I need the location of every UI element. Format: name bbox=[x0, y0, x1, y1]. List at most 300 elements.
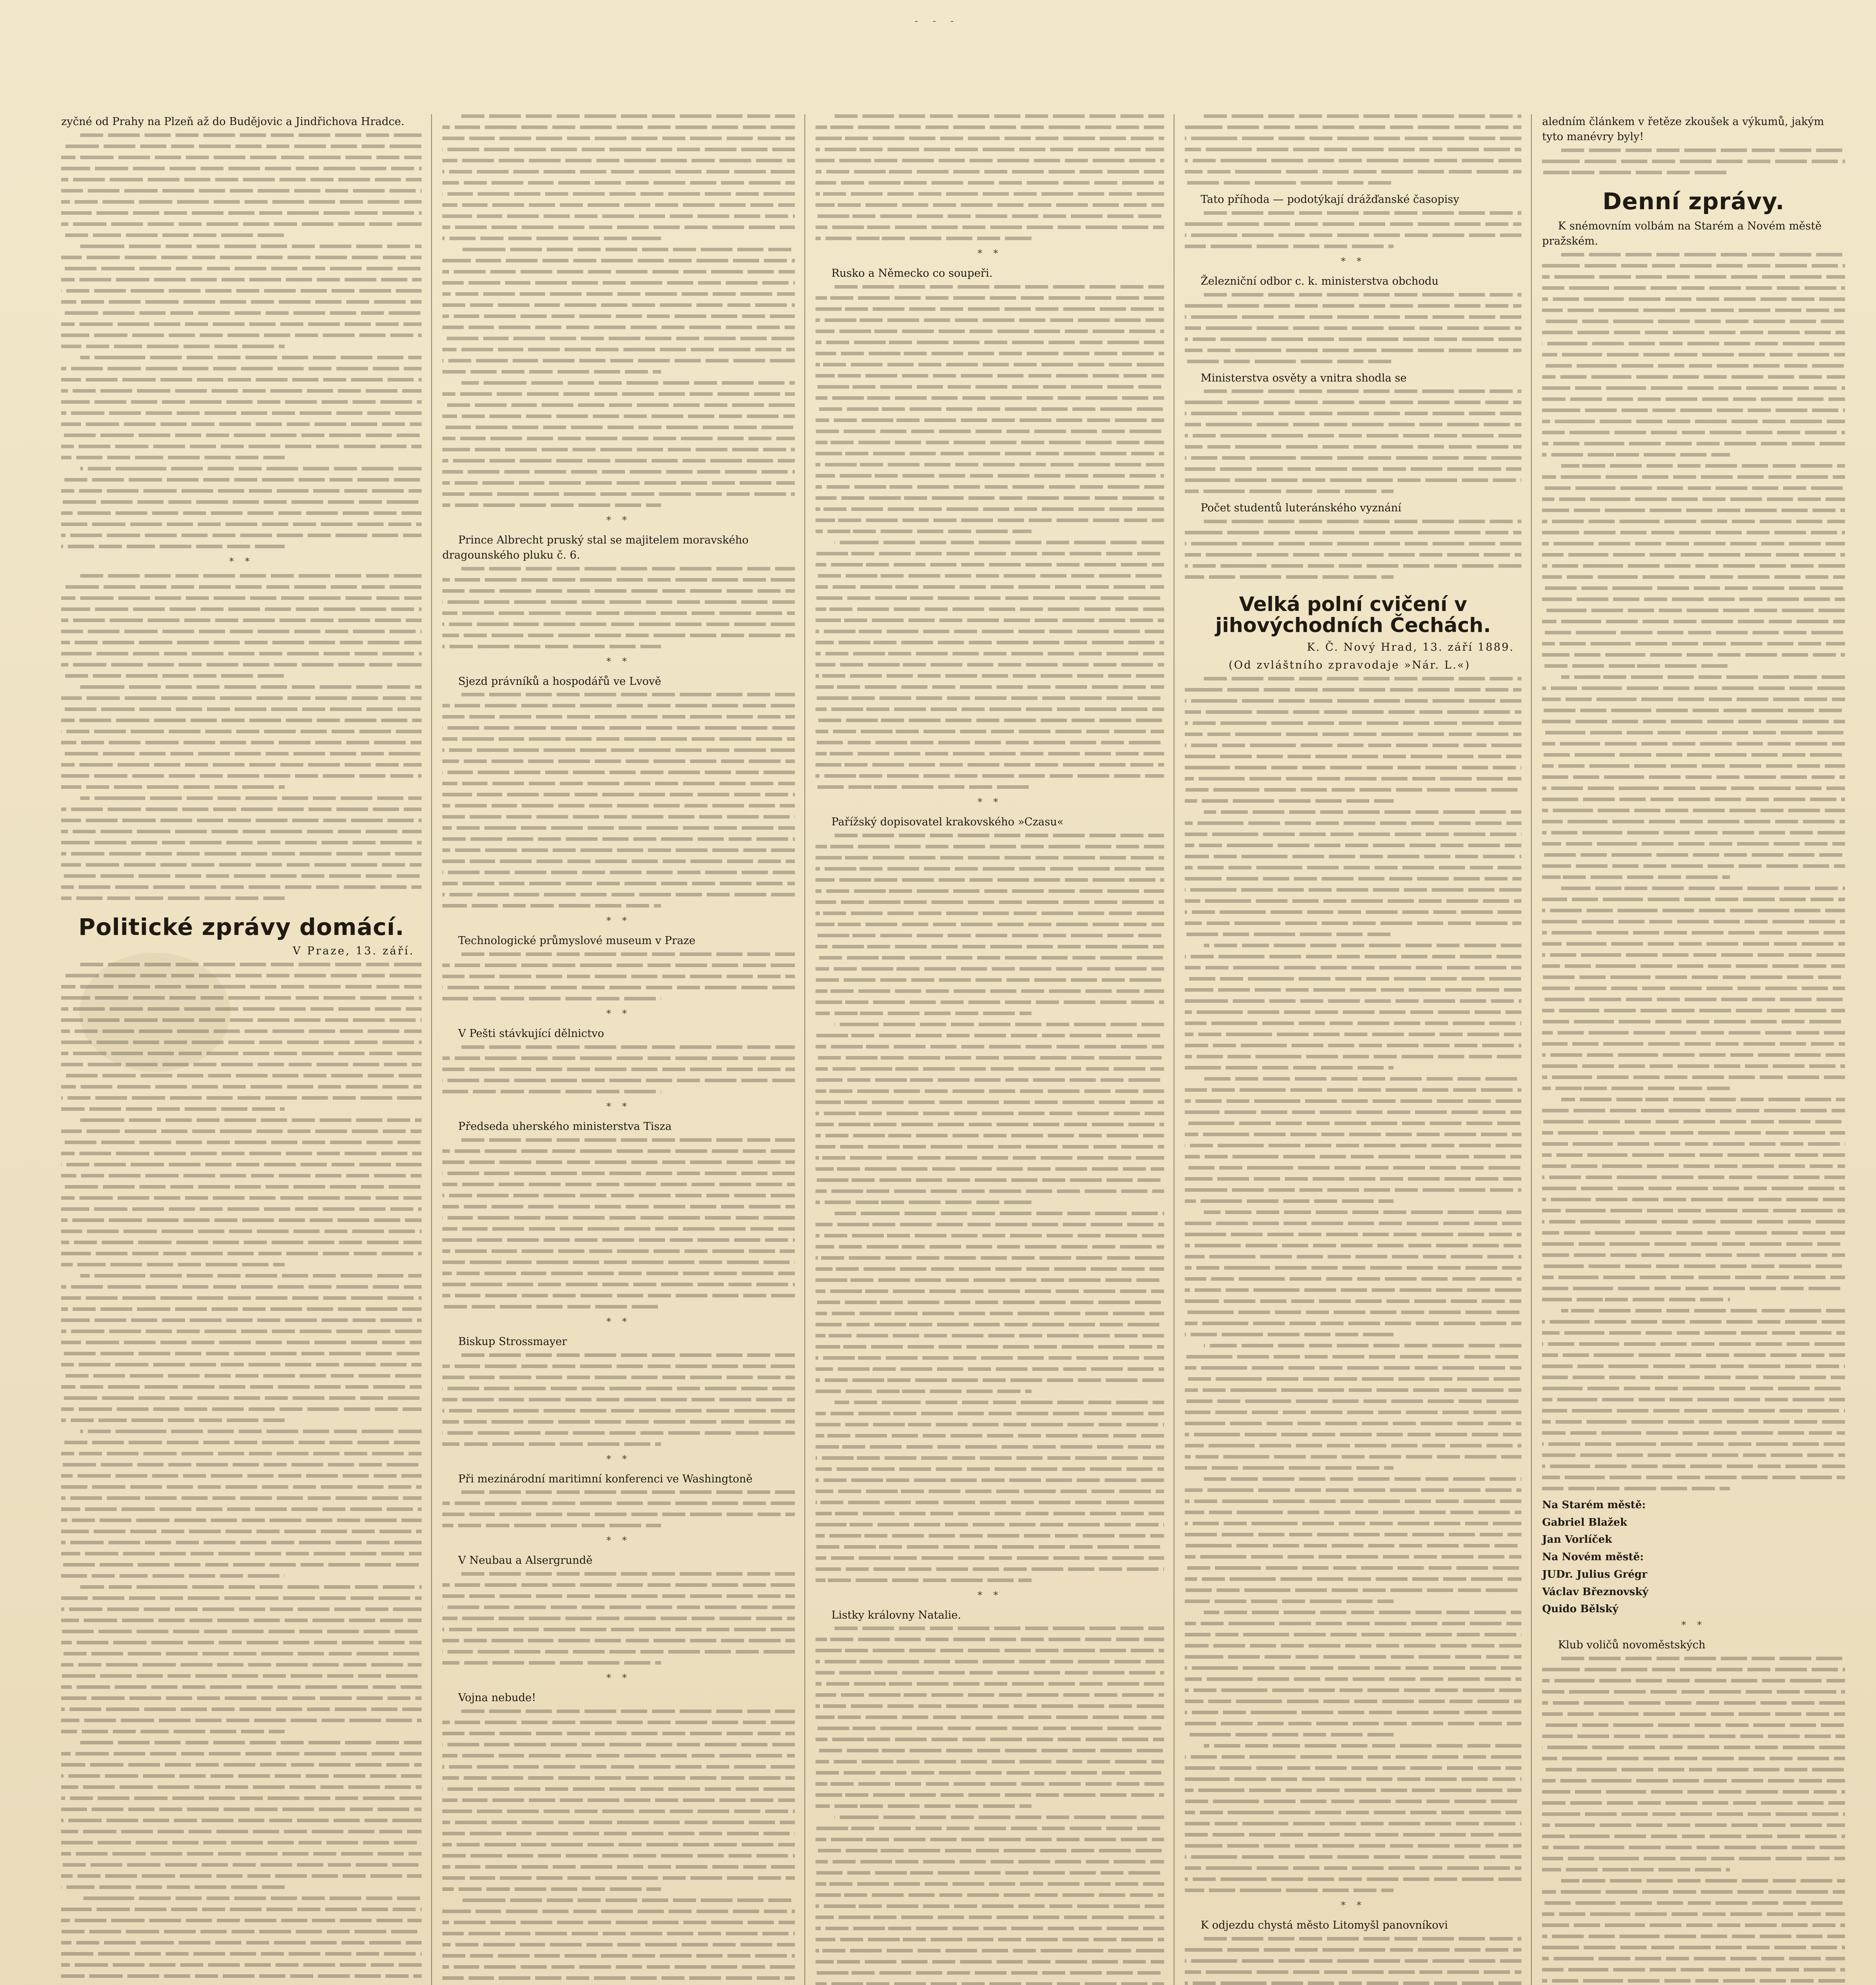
text-line bbox=[442, 1594, 795, 1598]
text-line bbox=[442, 1283, 795, 1286]
text-line bbox=[1542, 453, 1730, 457]
paragraph bbox=[816, 834, 1164, 1015]
text-line bbox=[1185, 1199, 1394, 1203]
text-line bbox=[1185, 1800, 1521, 1803]
text-line bbox=[1542, 1476, 1845, 1479]
text-line bbox=[1185, 1959, 1521, 1963]
text-line bbox=[1185, 1499, 1521, 1503]
text-line bbox=[1542, 275, 1845, 279]
text-line bbox=[1542, 653, 1845, 657]
text-line bbox=[442, 1513, 795, 1516]
text-line bbox=[61, 1096, 422, 1100]
text-line bbox=[1204, 1077, 1521, 1081]
text-line bbox=[816, 1578, 1032, 1582]
text-line bbox=[816, 385, 1164, 389]
article-separator: * * bbox=[606, 1672, 631, 1684]
paragraph bbox=[442, 248, 795, 374]
text-line bbox=[61, 830, 422, 833]
text-line bbox=[816, 214, 1164, 218]
text-line bbox=[1561, 675, 1845, 679]
paragraph bbox=[442, 567, 795, 648]
text-line bbox=[1542, 1264, 1845, 1268]
text-line bbox=[442, 503, 661, 507]
text-line bbox=[816, 418, 1164, 422]
text-line bbox=[816, 585, 1164, 589]
paragraph bbox=[61, 1118, 422, 1266]
text-line bbox=[61, 1485, 422, 1489]
text-line bbox=[1185, 755, 1521, 758]
text-line bbox=[1185, 1622, 1521, 1625]
article-body bbox=[1542, 148, 1845, 174]
text-line bbox=[1542, 286, 1845, 290]
text-line bbox=[816, 1423, 1164, 1426]
text-line bbox=[816, 1638, 1164, 1641]
paragraph bbox=[61, 356, 422, 459]
text-line bbox=[442, 1238, 795, 1242]
text-line bbox=[816, 1278, 1164, 1282]
text-line bbox=[442, 1810, 795, 1813]
text-line bbox=[61, 1763, 422, 1767]
text-line bbox=[1542, 1020, 1845, 1023]
text-line bbox=[1185, 1544, 1521, 1548]
text-line bbox=[442, 1776, 795, 1780]
text-line bbox=[442, 771, 795, 774]
text-line bbox=[816, 1927, 1164, 1930]
text-line bbox=[1204, 944, 1521, 947]
text-line bbox=[61, 345, 285, 348]
text-line bbox=[442, 348, 795, 351]
candidate-district: Na Novém městě: bbox=[1542, 1551, 1644, 1563]
text-line bbox=[1542, 1857, 1845, 1860]
paragraph bbox=[1542, 1309, 1845, 1490]
text-line bbox=[835, 834, 1164, 837]
text-line bbox=[816, 1871, 1164, 1875]
text-line bbox=[61, 1908, 422, 1911]
text-line bbox=[1185, 877, 1521, 881]
text-line bbox=[1542, 953, 1845, 957]
text-line bbox=[1185, 1666, 1521, 1670]
section-title-field-manoeuvres: Velká polní cvičení v jihovýchodních Čechách. bbox=[1215, 593, 1491, 637]
text-line bbox=[1204, 810, 1521, 814]
text-line bbox=[1542, 964, 1845, 968]
paragraph bbox=[816, 1627, 1164, 1808]
text-line bbox=[1185, 1010, 1521, 1014]
text-line bbox=[1542, 1746, 1845, 1749]
text-line bbox=[1561, 148, 1845, 152]
text-line bbox=[442, 1376, 795, 1379]
article-body bbox=[816, 114, 1164, 240]
text-line bbox=[1185, 788, 1521, 792]
text-line bbox=[1542, 753, 1845, 757]
text-line bbox=[816, 441, 1164, 444]
text-line bbox=[442, 634, 795, 637]
text-line bbox=[1185, 1277, 1521, 1281]
text-line bbox=[816, 1982, 1164, 1985]
text-line bbox=[1542, 1298, 1730, 1301]
text-line bbox=[1542, 1042, 1845, 1046]
text-line bbox=[61, 1063, 422, 1066]
article-body bbox=[1542, 1657, 1845, 1985]
text-line bbox=[816, 552, 1164, 555]
text-line bbox=[1542, 597, 1845, 601]
text-line bbox=[1185, 1322, 1521, 1325]
text-line bbox=[1542, 1409, 1845, 1413]
paragraph bbox=[61, 1274, 422, 1422]
text-line bbox=[816, 1089, 1164, 1093]
text-line bbox=[1185, 1044, 1521, 1047]
text-line bbox=[816, 318, 1164, 322]
text-line bbox=[61, 289, 422, 293]
text-line bbox=[1542, 160, 1845, 163]
text-line bbox=[442, 715, 795, 719]
text-line bbox=[816, 652, 1164, 655]
article-separator: * * bbox=[1341, 1900, 1365, 1911]
text-line bbox=[1542, 631, 1845, 634]
text-line bbox=[835, 1401, 1164, 1404]
text-line bbox=[1542, 942, 1845, 946]
text-line bbox=[1185, 1266, 1521, 1270]
text-line bbox=[442, 448, 795, 451]
text-line bbox=[461, 114, 795, 118]
text-line bbox=[61, 156, 422, 159]
text-line bbox=[1185, 1355, 1521, 1359]
text-line bbox=[61, 752, 422, 755]
text-line bbox=[1185, 1555, 1521, 1559]
paragraph bbox=[1185, 677, 1521, 803]
text-line bbox=[442, 645, 661, 648]
text-line bbox=[1185, 833, 1521, 836]
text-line bbox=[1185, 1566, 1521, 1570]
text-line bbox=[61, 500, 422, 504]
text-line bbox=[442, 1628, 795, 1631]
text-line bbox=[61, 707, 422, 711]
paragraph bbox=[1542, 1657, 1845, 1871]
text-line bbox=[1185, 1222, 1521, 1225]
text-line bbox=[1542, 1131, 1845, 1135]
text-line bbox=[61, 719, 422, 722]
paragraph bbox=[61, 685, 422, 789]
text-line bbox=[80, 1585, 422, 1589]
text-line bbox=[816, 1882, 1164, 1886]
text-line bbox=[442, 370, 661, 374]
text-line bbox=[442, 1965, 795, 1969]
text-line bbox=[61, 389, 422, 393]
text-line bbox=[1185, 799, 1394, 803]
text-line bbox=[1185, 1188, 1521, 1192]
text-line bbox=[1185, 1866, 1521, 1870]
text-line bbox=[61, 1174, 422, 1178]
text-line bbox=[61, 607, 422, 611]
text-line bbox=[816, 137, 1164, 140]
text-line bbox=[1542, 509, 1845, 512]
text-line bbox=[1542, 520, 1845, 523]
text-line bbox=[442, 1787, 795, 1791]
text-line bbox=[1542, 1276, 1845, 1279]
text-line bbox=[1542, 775, 1845, 779]
paragraph bbox=[1185, 1077, 1521, 1203]
text-line bbox=[1204, 520, 1521, 523]
text-line bbox=[1204, 114, 1521, 118]
text-line bbox=[442, 793, 795, 796]
text-line bbox=[61, 1407, 422, 1411]
text-line bbox=[1542, 786, 1845, 790]
text-line bbox=[816, 396, 1164, 400]
paragraph bbox=[1185, 810, 1521, 936]
text-line bbox=[1542, 1398, 1845, 1401]
candidate-name: Václav Březnovský bbox=[1542, 1586, 1648, 1598]
text-line bbox=[1542, 898, 1845, 901]
text-line bbox=[816, 619, 1164, 622]
text-line bbox=[1542, 1835, 1845, 1838]
text-line bbox=[816, 159, 1164, 162]
paragraph bbox=[1185, 1744, 1521, 1892]
candidate-name: Quido Bělský bbox=[1542, 1603, 1619, 1615]
text-line bbox=[816, 1178, 1164, 1182]
text-line bbox=[61, 1018, 422, 1022]
text-line bbox=[1542, 1690, 1845, 1694]
column-1 bbox=[51, 114, 432, 1985]
paragraph bbox=[1185, 1477, 1521, 1603]
text-line bbox=[442, 292, 795, 296]
text-line bbox=[61, 1774, 422, 1778]
text-line bbox=[1542, 564, 1845, 568]
text-line bbox=[1542, 475, 1845, 479]
text-line bbox=[1185, 966, 1521, 969]
text-line bbox=[816, 1649, 1164, 1652]
text-line bbox=[816, 1334, 1164, 1337]
text-line bbox=[816, 518, 1164, 522]
text-line bbox=[1185, 855, 1521, 858]
text-line bbox=[816, 1345, 1164, 1349]
paragraph bbox=[1542, 464, 1845, 668]
text-line bbox=[816, 407, 1164, 411]
text-line bbox=[816, 1916, 1164, 1919]
text-line bbox=[1542, 342, 1845, 345]
text-line bbox=[816, 1367, 1164, 1371]
text-line bbox=[61, 1852, 422, 1856]
text-line bbox=[1185, 445, 1521, 449]
text-line bbox=[1542, 375, 1845, 379]
news-item-lead: Počet studentů luteránského vyznání bbox=[1201, 502, 1402, 515]
text-line bbox=[1185, 1644, 1521, 1648]
article-body bbox=[816, 1627, 1164, 1985]
text-line bbox=[816, 1793, 1164, 1797]
text-line bbox=[61, 741, 422, 744]
text-line bbox=[1185, 553, 1521, 557]
text-line bbox=[442, 303, 795, 307]
text-line bbox=[61, 1630, 422, 1633]
text-line bbox=[61, 534, 422, 537]
text-line bbox=[1185, 910, 1521, 914]
text-line bbox=[442, 337, 795, 340]
text-line bbox=[61, 456, 285, 459]
article-body bbox=[1185, 389, 1521, 493]
text-line bbox=[442, 214, 795, 218]
text-line bbox=[816, 663, 1164, 667]
text-line bbox=[1542, 542, 1845, 545]
text-line bbox=[816, 507, 1164, 511]
text-line bbox=[442, 1976, 795, 1980]
text-line bbox=[816, 1682, 1164, 1686]
text-line bbox=[816, 1078, 1164, 1082]
text-line bbox=[816, 989, 1164, 993]
article-separator: * * bbox=[978, 796, 1002, 807]
news-item-lead: Prince Albrecht pruský stal se majitelem moravského dragounského pluku č. 6. bbox=[442, 534, 749, 561]
text-line bbox=[1185, 1244, 1521, 1247]
text-line bbox=[61, 522, 422, 526]
text-line bbox=[61, 1663, 422, 1667]
text-line bbox=[461, 1572, 795, 1576]
text-line bbox=[816, 485, 1164, 489]
text-line bbox=[1185, 490, 1394, 493]
text-line bbox=[61, 1830, 422, 1833]
text-line bbox=[61, 863, 422, 867]
text-line bbox=[442, 1921, 795, 1924]
text-line bbox=[61, 489, 422, 493]
text-line bbox=[1542, 1968, 1845, 1972]
text-line bbox=[1185, 337, 1521, 341]
text-line bbox=[442, 1056, 795, 1060]
text-line bbox=[442, 1260, 795, 1264]
text-line bbox=[61, 1696, 422, 1700]
text-line bbox=[1542, 853, 1845, 857]
text-line bbox=[1185, 159, 1521, 162]
text-line bbox=[1185, 531, 1521, 534]
text-line bbox=[1542, 864, 1845, 868]
text-line bbox=[1185, 1688, 1521, 1692]
text-line bbox=[1185, 1177, 1521, 1181]
text-line bbox=[816, 1234, 1164, 1237]
paragraph bbox=[442, 1138, 795, 1309]
text-line bbox=[1185, 467, 1521, 471]
text-line bbox=[442, 1079, 795, 1082]
text-line bbox=[1542, 1353, 1845, 1357]
text-line bbox=[442, 1398, 795, 1401]
text-line bbox=[1185, 1288, 1521, 1292]
text-line bbox=[61, 730, 422, 733]
text-line bbox=[1542, 1757, 1845, 1760]
text-line bbox=[1185, 1088, 1521, 1092]
article-body bbox=[442, 567, 795, 648]
text-line bbox=[442, 704, 795, 707]
text-line bbox=[442, 1272, 795, 1275]
text-line bbox=[61, 233, 285, 237]
news-item-lead: Vojna nebude! bbox=[458, 1692, 536, 1704]
text-line bbox=[1542, 764, 1845, 768]
paragraph bbox=[1542, 887, 1845, 1090]
text-line bbox=[1185, 1655, 1521, 1659]
text-line bbox=[61, 333, 422, 337]
text-line bbox=[1542, 1979, 1845, 1983]
text-line bbox=[61, 1496, 422, 1500]
text-line bbox=[61, 1808, 422, 1811]
text-line bbox=[1542, 1465, 1845, 1468]
text-line bbox=[442, 192, 795, 196]
text-line bbox=[816, 148, 1164, 151]
text-line bbox=[442, 259, 795, 262]
article-separator: * * bbox=[606, 1453, 631, 1465]
text-line bbox=[1561, 1879, 1845, 1883]
dateline: K. Č. Nový Hrad, 13. září 1889. bbox=[1307, 641, 1514, 654]
text-line bbox=[1204, 677, 1521, 680]
text-line bbox=[61, 1207, 422, 1211]
text-line bbox=[816, 1323, 1164, 1326]
text-line bbox=[816, 1434, 1164, 1438]
text-line bbox=[816, 1189, 1164, 1193]
dateline: V Praze, 13. září. bbox=[293, 944, 415, 957]
text-line bbox=[442, 459, 795, 463]
text-line bbox=[1542, 297, 1845, 301]
text-line bbox=[442, 1843, 795, 1846]
paragraph bbox=[1185, 520, 1521, 579]
text-line bbox=[1542, 931, 1845, 935]
text-line bbox=[1542, 1320, 1845, 1324]
text-line bbox=[816, 1301, 1164, 1304]
text-line bbox=[1185, 1233, 1521, 1236]
text-line bbox=[1561, 253, 1845, 256]
text-line bbox=[1542, 1935, 1845, 1938]
text-line bbox=[1185, 401, 1521, 404]
text-line bbox=[61, 1252, 422, 1255]
text-line bbox=[1542, 1153, 1845, 1157]
article-body bbox=[1185, 293, 1521, 363]
text-line bbox=[61, 1218, 422, 1222]
article-separator: * * bbox=[606, 1535, 631, 1546]
paragraph bbox=[442, 952, 795, 1000]
paragraph bbox=[816, 1023, 1164, 1204]
text-line bbox=[816, 696, 1164, 700]
paragraph bbox=[442, 1045, 795, 1093]
text-line bbox=[442, 1194, 795, 1197]
news-item-lead: V Pešti stávkující dělnictvo bbox=[458, 1027, 604, 1040]
text-line bbox=[61, 974, 422, 977]
text-line bbox=[1542, 1364, 1845, 1368]
text-line bbox=[1185, 349, 1521, 352]
text-line bbox=[61, 1129, 422, 1133]
candidate-name: JUDr. Julius Grégr bbox=[1542, 1568, 1647, 1580]
text-line bbox=[461, 1353, 795, 1357]
text-line bbox=[442, 270, 795, 274]
text-line bbox=[1185, 1788, 1521, 1792]
text-line bbox=[1542, 642, 1845, 646]
text-line bbox=[816, 1849, 1164, 1852]
text-line bbox=[816, 474, 1164, 478]
text-line bbox=[1542, 831, 1845, 834]
article-separator: * * bbox=[229, 555, 254, 567]
text-line bbox=[1185, 821, 1521, 825]
text-line bbox=[1185, 1021, 1521, 1025]
text-line bbox=[442, 314, 795, 318]
text-line bbox=[1542, 1109, 1845, 1112]
article-body bbox=[442, 952, 795, 1000]
text-line bbox=[835, 1023, 1164, 1026]
text-line bbox=[816, 685, 1164, 689]
text-line bbox=[442, 170, 795, 173]
text-line bbox=[1185, 1533, 1521, 1536]
text-line bbox=[442, 403, 795, 407]
text-line bbox=[61, 1519, 422, 1522]
text-line bbox=[1542, 1075, 1845, 1079]
text-line bbox=[816, 341, 1164, 344]
article-separator: * * bbox=[606, 915, 631, 927]
text-line bbox=[61, 1752, 422, 1756]
text-line bbox=[816, 225, 1164, 229]
text-line bbox=[1542, 1734, 1845, 1738]
text-line bbox=[1204, 1210, 1521, 1214]
text-line bbox=[61, 1352, 422, 1355]
text-line bbox=[442, 986, 795, 989]
text-line bbox=[442, 326, 795, 329]
